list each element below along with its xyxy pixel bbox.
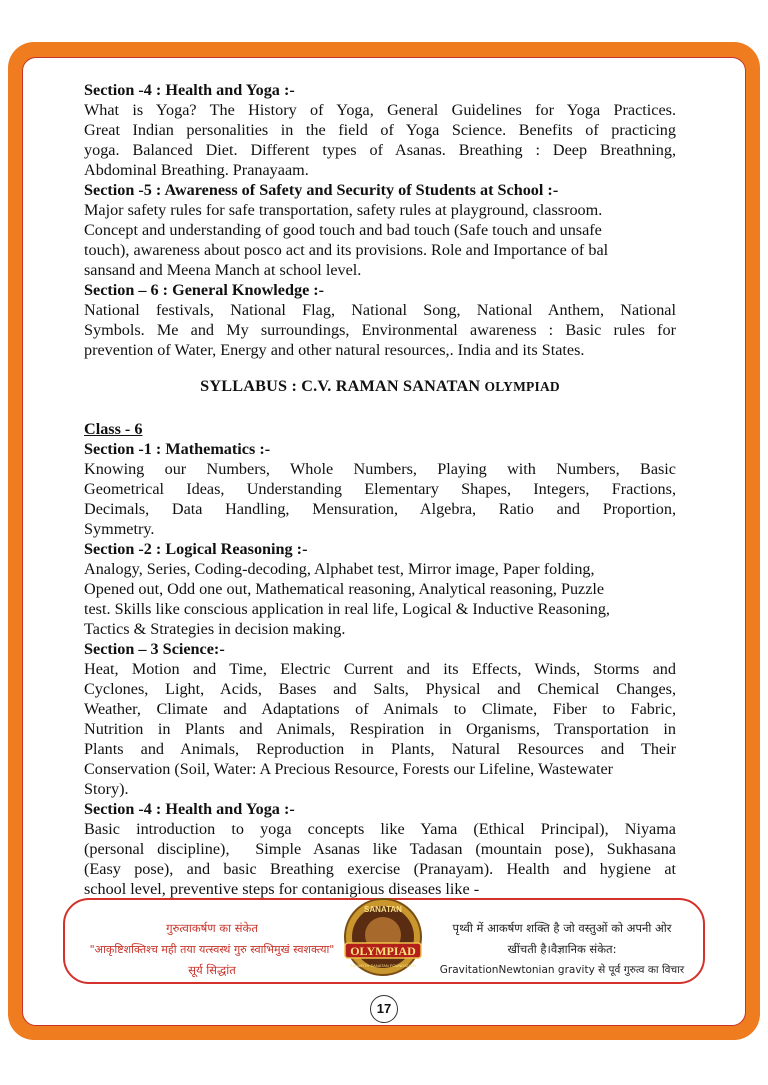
syllabus-title-small: OLYMPIAD [484, 379, 560, 394]
text-line: Analogy, Series, Coding-decoding, Alphabet test, Mirror image, Paper folding, [84, 560, 595, 578]
text-line: Opened out, Odd one out, Mathematical reasoning, Analytical reasoning, Puzzle [84, 580, 605, 598]
footer-right-line: खींचती है।वैज्ञानिक संकेत: [507, 942, 617, 956]
text-line: sansand and Meena Manch at school level. [84, 261, 362, 279]
text-line: Concept and understanding of good touch and bad touch (Safe touch and unsafe [84, 221, 602, 239]
text-line: Symbols. Me and My surroundings, Environmental awareness : Basic rules for [84, 321, 676, 339]
text-line: yoga. Balanced Diet. Different types of Asanas. Breathing : Deep Breathning, [84, 141, 676, 159]
text-line: test. Skills like conscious application in real life, Logical & Inductive Reasoning, [84, 600, 610, 618]
text-line: school level, preventive steps for contanigious diseases like - [84, 880, 480, 898]
section-safety-security [84, 180, 676, 280]
page-content [84, 80, 676, 899]
text-line: prevention of Water, Energy and other natural resources,. India and its States. [84, 341, 585, 359]
section-heading: Section – 3 Science:- [84, 640, 225, 658]
text-line: Nutrition in Plants and Animals, Respiration in Organisms, Transportation in [84, 720, 676, 738]
text-line: Heat, Motion and Time, Electric Current and its Effects, Winds, Storms and [84, 660, 676, 678]
class-title: Class - 6 [84, 420, 143, 438]
text-line: What is Yoga? The History of Yoga, General Guidelines for Yoga Practices. [84, 101, 676, 119]
section-body [84, 659, 676, 799]
logo-main-text: OLYMPIAD [350, 944, 416, 958]
text-line: Conservation (Soil, Water: A Precious Resource, Forests our Lifeline, Wastewater [84, 760, 614, 778]
section-body [84, 300, 676, 360]
section-body [84, 819, 676, 899]
section-general-knowledge [84, 280, 676, 360]
text-line: touch), awareness about posco act and its provisions. Role and Importance of bal [84, 241, 609, 259]
section-body [84, 459, 676, 539]
text-line: Plants and Animals, Reproduction in Plants, Natural Resources and Their [84, 740, 676, 758]
text-line: Symmetry. [84, 520, 155, 538]
section-heading: Section -4 : Health and Yoga :- [84, 81, 295, 99]
section-science [84, 639, 676, 799]
text-line: Story). [84, 780, 129, 798]
text-line: Tactics & Strategies in decision making. [84, 620, 346, 638]
logo-bottom-text: SAMARTH SANATAN FOUNDATION [349, 963, 417, 968]
logo-top-text: SANATAN [364, 905, 402, 914]
section-body [84, 200, 676, 280]
section-heading: Section -4 : Health and Yoga :- [84, 800, 295, 818]
page-number: 17 [370, 995, 398, 1023]
section-heading: Section – 6 : General Knowledge :- [84, 281, 325, 299]
footer-right-line: पृथ्वी में आकर्षण शक्ति है जो वस्तुओं को अपनी ओर [452, 921, 672, 935]
syllabus-title-main: SYLLABUS : C.V. RAMAN SANATAN [200, 377, 481, 395]
olympiad-logo [342, 897, 424, 983]
footer-sanskrit-quote [77, 918, 347, 981]
text-line: Great Indian personalities in the field of Yoga Science. Benefits of practicing [84, 121, 676, 139]
text-line: Cyclones, Light, Acids, Bases and Salts, Physical and Chemical Changes, [84, 680, 676, 698]
section-body [84, 100, 676, 180]
section-health-yoga-class6 [84, 799, 676, 899]
text-line: (Easy pose), and basic Breathing exercise (Pranayam). Health and hygiene at [84, 860, 676, 878]
text-line: Geometrical Ideas, Understanding Elementary Shapes, Integers, Fractions, [84, 480, 676, 498]
text-line: Major safety rules for safe transportation, safety rules at playground, classroom. [84, 201, 603, 219]
text-line: National festivals, National Flag, National Song, National Anthem, National [84, 301, 676, 319]
footer-right-line: GravitationNewtonian gravity से पूर्व गुरुत्व का विचार [439, 964, 685, 976]
footer-left-line: सूर्य सिद्धांत [188, 963, 236, 977]
footer-left-line: "आकृष्टिशक्तिश्च मही तया यत्स्वस्थं गुरु स्वाभिमुखं स्वशक्त्या" [89, 943, 335, 956]
section-health-yoga-top [84, 80, 676, 180]
syllabus-title [84, 376, 676, 397]
section-heading: Section -1 : Mathematics :- [84, 440, 271, 458]
text-line: (personal discipline), Simple Asanas like Tadasan (mountain pose), Sukhasana [84, 840, 676, 858]
text-line: Knowing our Numbers, Whole Numbers, Playing with Numbers, Basic [84, 460, 676, 478]
section-logical-reasoning [84, 539, 676, 639]
section-mathematics [84, 439, 676, 539]
section-body [84, 559, 676, 639]
text-line: Abdominal Breathing. Pranayaam. [84, 161, 309, 179]
text-line: Decimals, Data Handling, Mensuration, Algebra, Ratio and Proportion, [84, 500, 676, 518]
footer-left-line: गुरुत्वाकर्षण का संकेत [166, 921, 258, 935]
section-heading: Section -5 : Awareness of Safety and Security of Students at School :- [84, 181, 559, 199]
text-line: Weather, Climate and Adaptations of Animals to Climate, Fiber to Fabric, [84, 700, 676, 718]
section-heading: Section -2 : Logical Reasoning :- [84, 540, 308, 558]
footer-gravitation-note [424, 918, 700, 981]
text-line: Basic introduction to yoga concepts like Yama (Ethical Principal), Niyama [84, 820, 676, 838]
